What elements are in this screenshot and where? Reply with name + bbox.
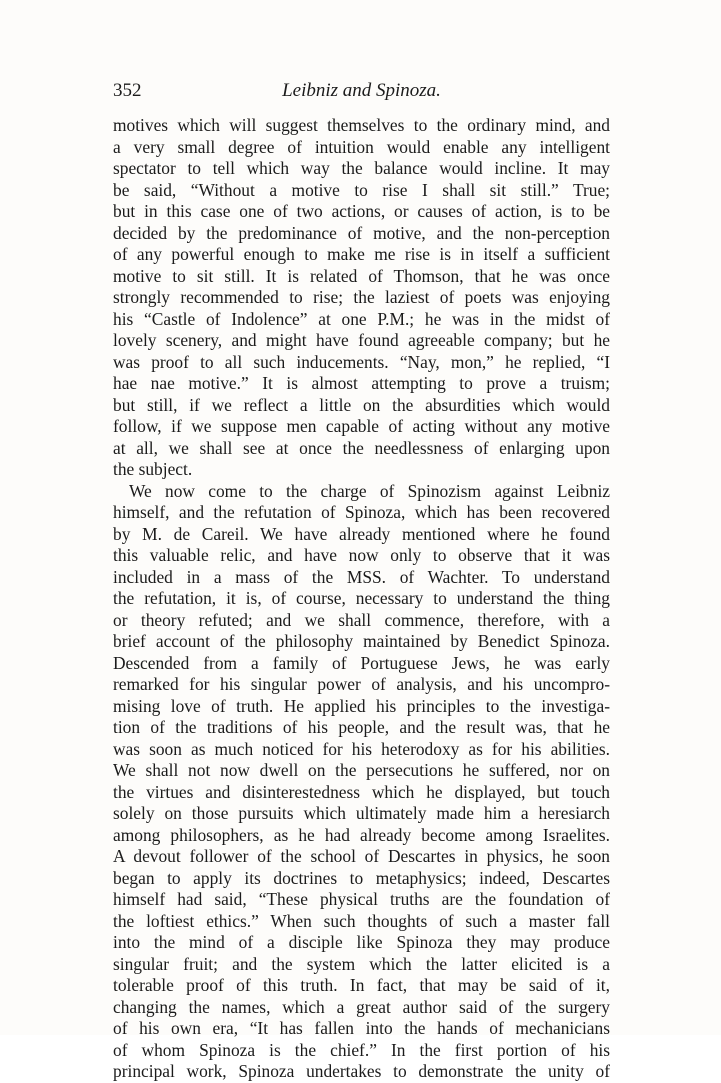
text-line: but in this case one of two actions, or causes of action, is to be bbox=[113, 201, 610, 221]
text-line: at all, we shall see at once the needlessness of enlarging upon bbox=[113, 437, 610, 458]
text-line: mising love of truth. He applied his principles to the investiga- bbox=[113, 695, 610, 716]
text-line: solely on those pursuits which ultimately made him a heresiarch bbox=[113, 803, 610, 823]
text-line: the virtues and disinterestedness which he displayed, but touch bbox=[113, 781, 610, 802]
text-line: We shall not now dwell on the persecutions he suffered, nor on bbox=[113, 760, 610, 780]
text-line: tion of the traditions of his people, and the result was, that he bbox=[113, 717, 610, 737]
text-line: this valuable relic, and have now only to observe that it was bbox=[113, 545, 610, 565]
text-line: was soon as much noticed for his heterodoxy as for his abilities. bbox=[113, 738, 610, 759]
running-title: Leibniz and Spinoza. bbox=[282, 80, 441, 101]
paragraph bbox=[113, 115, 610, 481]
text-line: himself, and the refutation of Spinoza, which has been recovered bbox=[113, 502, 610, 522]
text-line: motive to sit still. It is related of Thomson, that he was once bbox=[113, 265, 610, 286]
text-line: among philosophers, as he had already become among Israelites. bbox=[113, 824, 610, 845]
text-line: by M. de Careil. We have already mentioned where he found bbox=[113, 523, 610, 544]
text-line: but still, if we reflect a little on the absurdities which would bbox=[113, 394, 610, 415]
text-line: of any powerful enough to make me rise is in itself a sufficient bbox=[113, 244, 610, 264]
text-line: remarked for his singular power of analysis, and his uncompro- bbox=[113, 674, 610, 694]
text-line: the refutation, it is, of course, necessary to understand the thing bbox=[113, 588, 610, 608]
text-line: brief account of the philosophy maintained by Benedict Spinoza. bbox=[113, 631, 610, 651]
text-line: follow, if we suppose men capable of acting without any motive bbox=[113, 416, 610, 436]
page-number: 352 bbox=[113, 80, 142, 101]
text-line: strongly recommended to rise; the laziest of poets was enjoying bbox=[113, 287, 610, 307]
text-line: We now come to the charge of Spinozism against Leibniz bbox=[129, 480, 610, 501]
text-line: decided by the predominance of motive, and the non-perception bbox=[113, 222, 610, 243]
paragraph bbox=[113, 481, 610, 1083]
text-line: A devout follower of the school of Descartes in physics, he soon bbox=[113, 846, 610, 866]
text-line: began to apply its doctrines to metaphysics; indeed, Descartes bbox=[113, 867, 610, 888]
text-line: of his own era, “It has fallen into the hands of mechanicians bbox=[113, 1018, 610, 1038]
text-line: Descended from a family of Portuguese Jews, he was early bbox=[113, 652, 610, 673]
text-line: lovely scenery, and might have found agreeable company; but he bbox=[113, 330, 610, 350]
text-line: tolerable proof of this truth. In fact, that may be said of it, bbox=[113, 975, 610, 995]
text-line: was proof to all such inducements. “Nay, mon,” he replied, “I bbox=[113, 351, 610, 372]
text-line: the loftiest ethics.” When such thoughts of such a master fall bbox=[113, 910, 610, 931]
text-line: be said, “Without a motive to rise I shall sit still.” True; bbox=[113, 179, 610, 200]
text-line: or theory refuted; and we shall commence, therefore, with a bbox=[113, 609, 610, 630]
text-line: spectator to tell which way the balance would incline. It may bbox=[113, 158, 610, 178]
text-line: principal work, Spinoza undertakes to demonstrate the unity of bbox=[113, 1061, 610, 1081]
text-line: his “Castle of Indolence” at one P.M.; he was in the midst of bbox=[113, 308, 610, 329]
text-line: himself had said, “These physical truths are the foundation of bbox=[113, 889, 610, 909]
text-line: singular fruit; and the system which the latter elicited is a bbox=[113, 953, 610, 974]
text-line: into the mind of a disciple like Spinoza they may produce bbox=[113, 932, 610, 952]
text-line: included in a mass of the MSS. of Wachter. To understand bbox=[113, 566, 610, 587]
text-line: motives which will suggest themselves to the ordinary mind, and bbox=[113, 115, 610, 135]
running-head bbox=[113, 78, 610, 104]
text-line: of whom Spinoza is the chief.” In the first portion of his bbox=[113, 1039, 610, 1060]
text-line: the subject. bbox=[113, 459, 193, 479]
body-text bbox=[113, 115, 610, 1083]
text-line: a very small degree of intuition would enable any intelligent bbox=[113, 136, 610, 157]
text-line: hae nae motive.” It is almost attempting to prove a truism; bbox=[113, 373, 610, 393]
text-line: changing the names, which a great author said of the surgery bbox=[113, 996, 610, 1017]
